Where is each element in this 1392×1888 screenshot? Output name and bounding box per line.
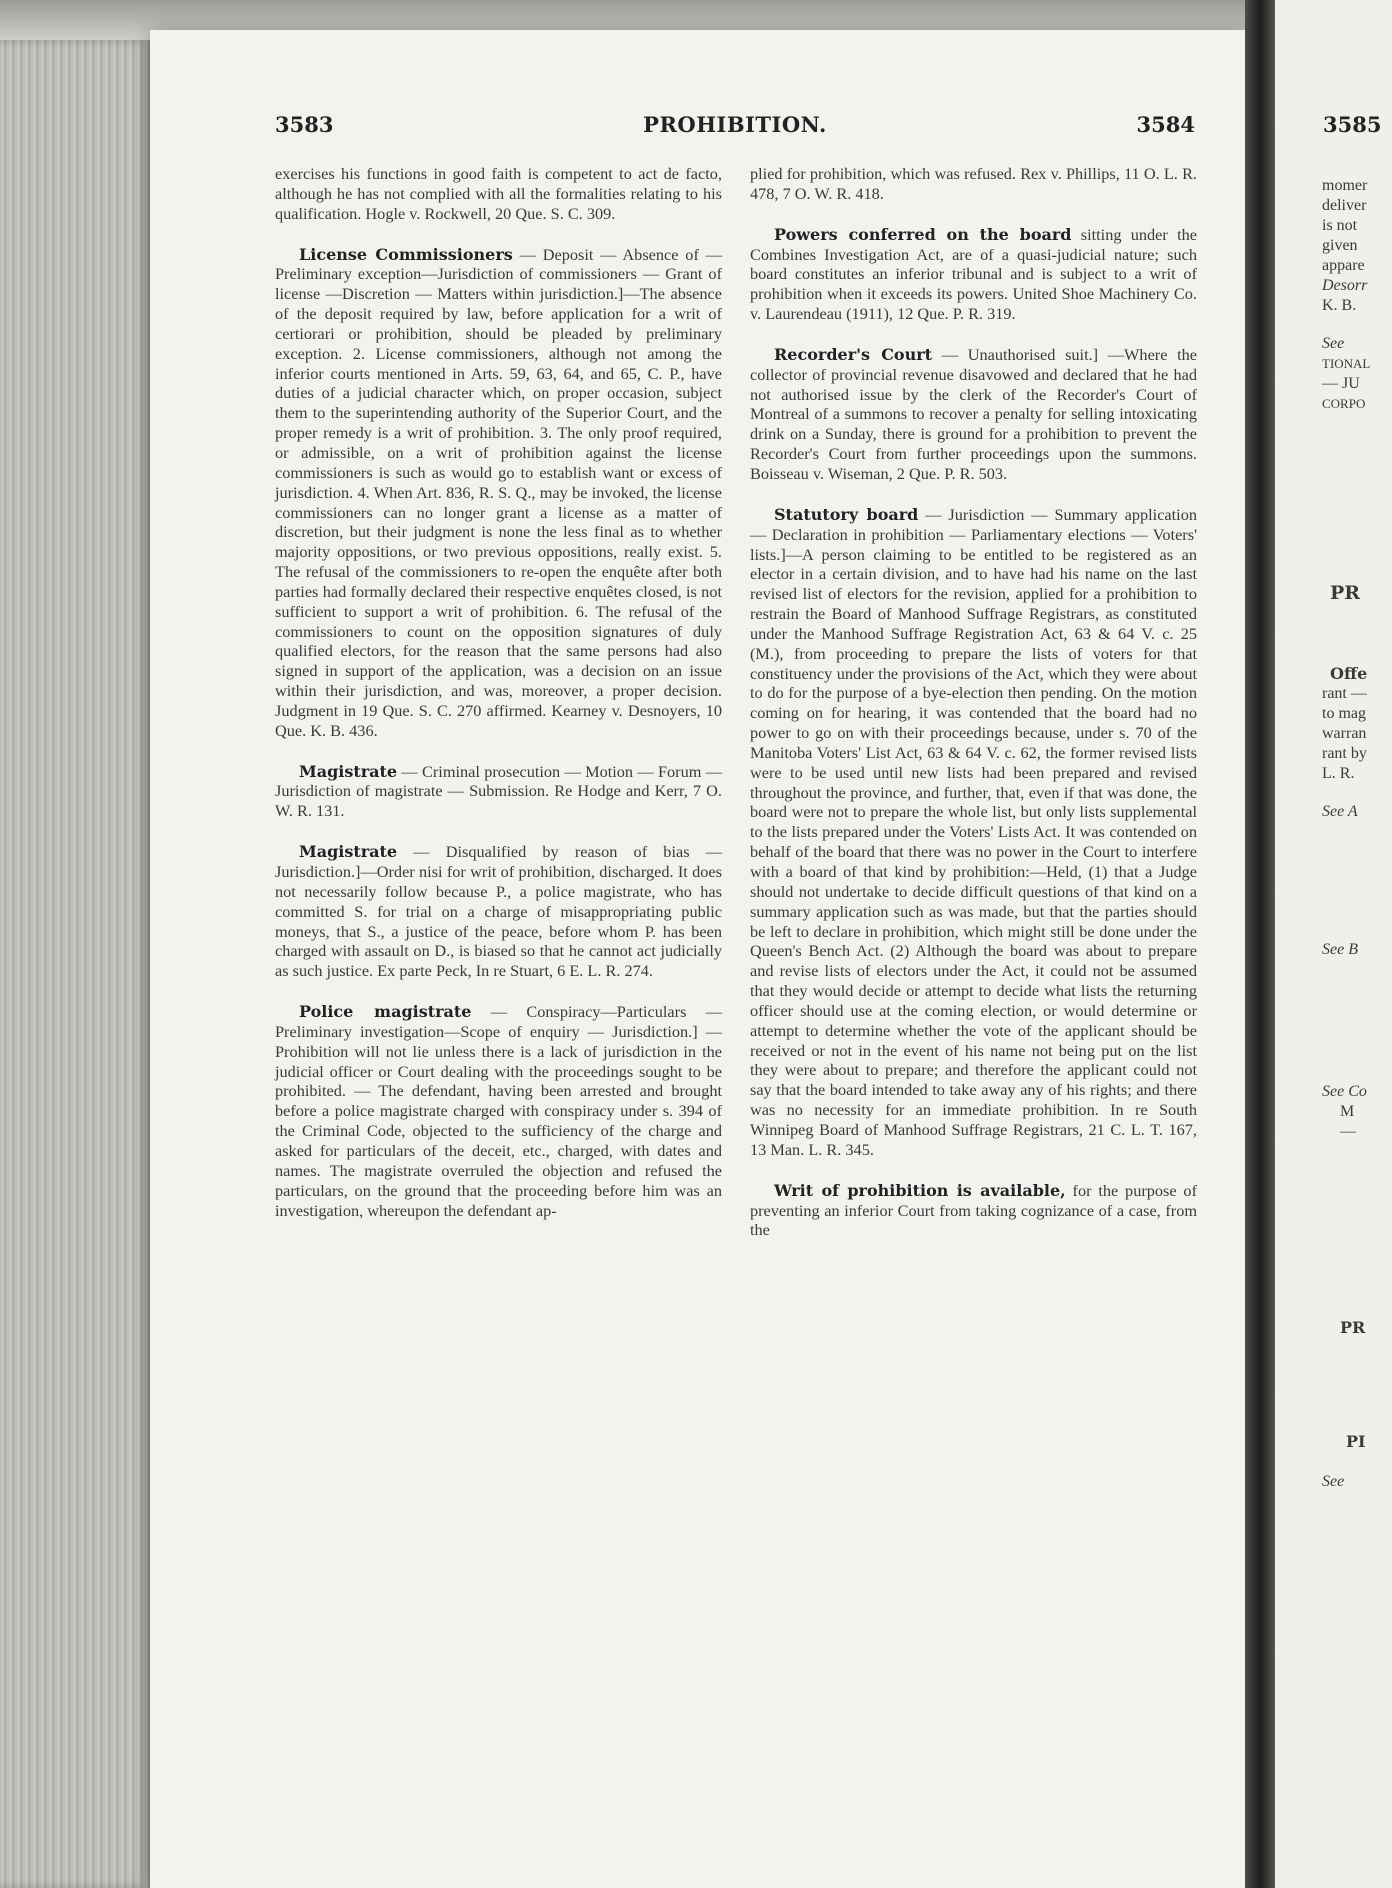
- fragment: —: [1340, 1123, 1356, 1140]
- entry-heading: Writ of prohibition is available,: [774, 1180, 1066, 1200]
- fragment: PR: [1330, 582, 1361, 604]
- fragment: M: [1340, 1103, 1355, 1120]
- entry-heading: Magistrate: [299, 842, 398, 862]
- entry-continuation: exercises his functions in good faith is competent to act de facto, although he has not complied with all the formalities relating to his qualification. Hogle v. Rockwell, 20 Que. S. C. 309.: [275, 164, 722, 223]
- left-column: [275, 164, 722, 1241]
- fragment: is not: [1322, 217, 1358, 234]
- fragment: rant by: [1322, 745, 1367, 762]
- fragment: TIONAL: [1322, 356, 1371, 371]
- entry-recorders-court: Recorder's Court — Unauthorised suit.] —Where the collector of provincial revenue disavowed and declared that he had not authorised issue by the clerk of the Recorder's Court of Montreal of a summons to recover a penalty for selling intoxicating drink on a Sunday, there is ground for a prohibition to prevent the Recorder's Court from further proceedings upon the summons. Boisseau v. Wiseman, 2 Que. P. R. 503.: [750, 344, 1198, 483]
- fragment: deliver: [1322, 197, 1367, 214]
- fragment: L. R.: [1322, 765, 1355, 782]
- page-title: PROHIBITION.: [643, 112, 827, 137]
- entry-writ-of-prohibition: Writ of prohibition is available, for the purpose of preventing an inferior Court from taking cognizance of a case, from the: [750, 1180, 1197, 1240]
- entry-heading: Magistrate: [299, 761, 398, 781]
- entry-heading: Recorder's Court: [774, 344, 933, 364]
- entry-magistrate-2: Magistrate — Disqualified by reason of bias — Jurisdiction.]—Order nisi for writ of prohibition, discharged. It does not necessarily follow because P., a police magistrate, who has committed S. for trial on a charge of misappropriating public moneys, that S., a justice of the peace, before whom P. has been charged with assault on D., is biased so that he cannot act judicially as such justice. Ex parte Peck, In re Stuart, 6 E. L. R. 274.: [275, 842, 722, 981]
- fragment: Offe: [1330, 664, 1368, 683]
- entry-statutory-board: Statutory board — Jurisdiction — Summary application — Declaration in prohibition — Parliamentary elections — Voters' lists.]—A person claiming to be entitled to be registered as an elector in a certain division, and to have had his name on the last revised list of electors for the revision, applied for a prohibition to restrain the Board of Manhood Suffrage Registrars, as constituted under the Manhood Suffrage Registration Act, 63 & 64 V. c. 25 (M.), from proceeding to prepare the lists of voters for that constituency under the provisions of the Act, which they were about to do for the purpose of a bye-election then pending. On the motion coming on for hearing, it was contended that the board had no power to go on with their proceedings because, under s. 70 of the Manitoba Voters' List Act, 63 & 64 V. c. 62, the former revised lists were to be used until new lists had been prepared and revised throughout the province, and further, that, even if that was done, the board were not to prepare the whole list, but only lists supplemental to the lists prepared under the Voters' Lists Act. It was contended on behalf of the board that there was no power in the Court to interfere with a board of that kind by prohibition:—Held, (1) that a Judge should not undertake to decide difficult questions of that kind on a summary application such as was made, but that the parties should be left to declare in prohibition, which might still be done under the Queen's Bench Act. (2) Although the board was about to prepare and revise lists of electors under the Act, it could not be assumed that they would decide or attempt to decide what lists the returning officer should use at the coming election, or would determine or attempt to determine whether the vote of the applicant should be received or not in the event of his name not being put on the list they were about to prepare; and therefore the applicant could not say that the board intended to take away any of his rights; and there was no necessity for an immediate prohibition. In re South Winnipeg Board of Manhood Suffrage Registrars, 21 C. L. T. 167, 13 Man. L. R. 345.: [750, 504, 1197, 1159]
- left-page-number: 3583: [275, 112, 334, 137]
- entry-continuation: plied for prohibition, which was refused. Rex v. Phillips, 11 O. L. R. 478, 7 O. W. R. 418.: [750, 164, 1197, 203]
- entry-police-magistrate: Police magistrate — Conspiracy—Particulars — Preliminary investigation—Scope of enquiry — Jurisdiction.] — Prohibition will not lie unless there is a lack of jurisdiction in the judicial officer or Court dealing with the proceedings sought to be prohibited. — The defendant, having been arrested and brought before a police magistrate charged with conspiracy under s. 394 of the Criminal Code, objected to the sufficiency of the charge and asked for particulars of the deceit, etc., charged, with dates and names. The magistrate overruled the objection and refused the particulars, on the ground that the proceeding before him was an investigation, whereupon the defendant ap-: [275, 1002, 722, 1220]
- fragment: See A: [1322, 803, 1358, 820]
- fragment: K. B.: [1322, 297, 1357, 314]
- entry-magistrate-1: Magistrate — Criminal prosecution — Motion — Forum — Jurisdiction of magistrate — Submission. Re Hodge and Kerr, 7 O. W. R. 131.: [275, 761, 722, 821]
- entry-powers-conferred: Powers conferred on the board sitting under the Combines Investigation Act, are of a quasi-judicial nature; such board constitutes an inferior tribunal and is subject to a writ of prohibition when it exceeds its powers. United Shoe Machinery Co. v. Laurendeau (1911), 12 Que. P. R. 319.: [750, 224, 1197, 324]
- fragment: warran: [1322, 725, 1367, 742]
- fragment: — JU: [1322, 375, 1360, 392]
- running-head: [275, 112, 1195, 142]
- fragment: appare: [1322, 257, 1365, 274]
- fragment: to mag: [1322, 705, 1366, 722]
- fragment: given: [1322, 237, 1358, 254]
- fragment: momer: [1322, 177, 1368, 194]
- entry-license-commissioners: License Commissioners — Deposit — Absence of — Preliminary exception—Jurisdiction of commissioners — Grant of license —Discretion — Matters within jurisdiction.]—The absence of the deposit required by law, before application for a writ of certiorari or prohibition, should be pleaded by preliminary exception. 2. License commissioners, although not among the inferior courts mentioned in Arts. 59, 63, 64, and 65, C. P., have duties of a judicial character which, on proper occasion, subject them to the superintending authority of the Superior Court, and the proper remedy is a writ of prohibition. 3. The only proof required, or admissible, on a writ of prohibition against the license commissioners is such as would go to establish want or excess of jurisdiction. 4. When Art. 836, R. S. Q., may be invoked, the license commissioners can no longer grant a license as a matter of discretion, but their judgment is none the less final as to whether majority oppositions, or two previous oppositions, really exist. 5. The refusal of the commissioners to re-open the enquête after both parties had formally declared their respective enquêtes closed, is not sufficient to support a writ of prohibition. 6. The refusal of the commissioners to count on the opposition signatures of duly qualified electors, for the reason that the same persons had also signed in support of the application, was a decision on an issue within their jurisdiction, and was, moreover, a proper decision. Judgment in 19 Que. S. C. 270 affirmed. Kearney v. Desnoyers, 10 Que. K. B. 436.: [275, 244, 722, 740]
- right-page-number: 3584: [1136, 112, 1195, 137]
- fragment: PI: [1346, 1432, 1366, 1451]
- fragment: rant —: [1322, 685, 1367, 702]
- right-column: [750, 164, 1197, 1261]
- fragment: PR: [1340, 1318, 1366, 1337]
- fragment: Desorr: [1322, 277, 1368, 294]
- fragment: See Co: [1322, 1083, 1367, 1100]
- entry-heading: Police magistrate: [299, 1002, 472, 1022]
- book-gutter: [1245, 0, 1275, 1888]
- fragment: See B: [1322, 941, 1358, 958]
- entry-heading: Statutory board: [774, 504, 919, 524]
- fragment: See: [1322, 1473, 1345, 1490]
- book-page-edges: [0, 40, 150, 1888]
- entry-heading: License Commissioners: [299, 244, 513, 264]
- fragment: CORPO: [1322, 396, 1366, 411]
- entry-heading: Powers conferred on the board: [774, 224, 1072, 244]
- fragment: See: [1322, 335, 1345, 352]
- next-page-number: 3585: [1323, 112, 1382, 137]
